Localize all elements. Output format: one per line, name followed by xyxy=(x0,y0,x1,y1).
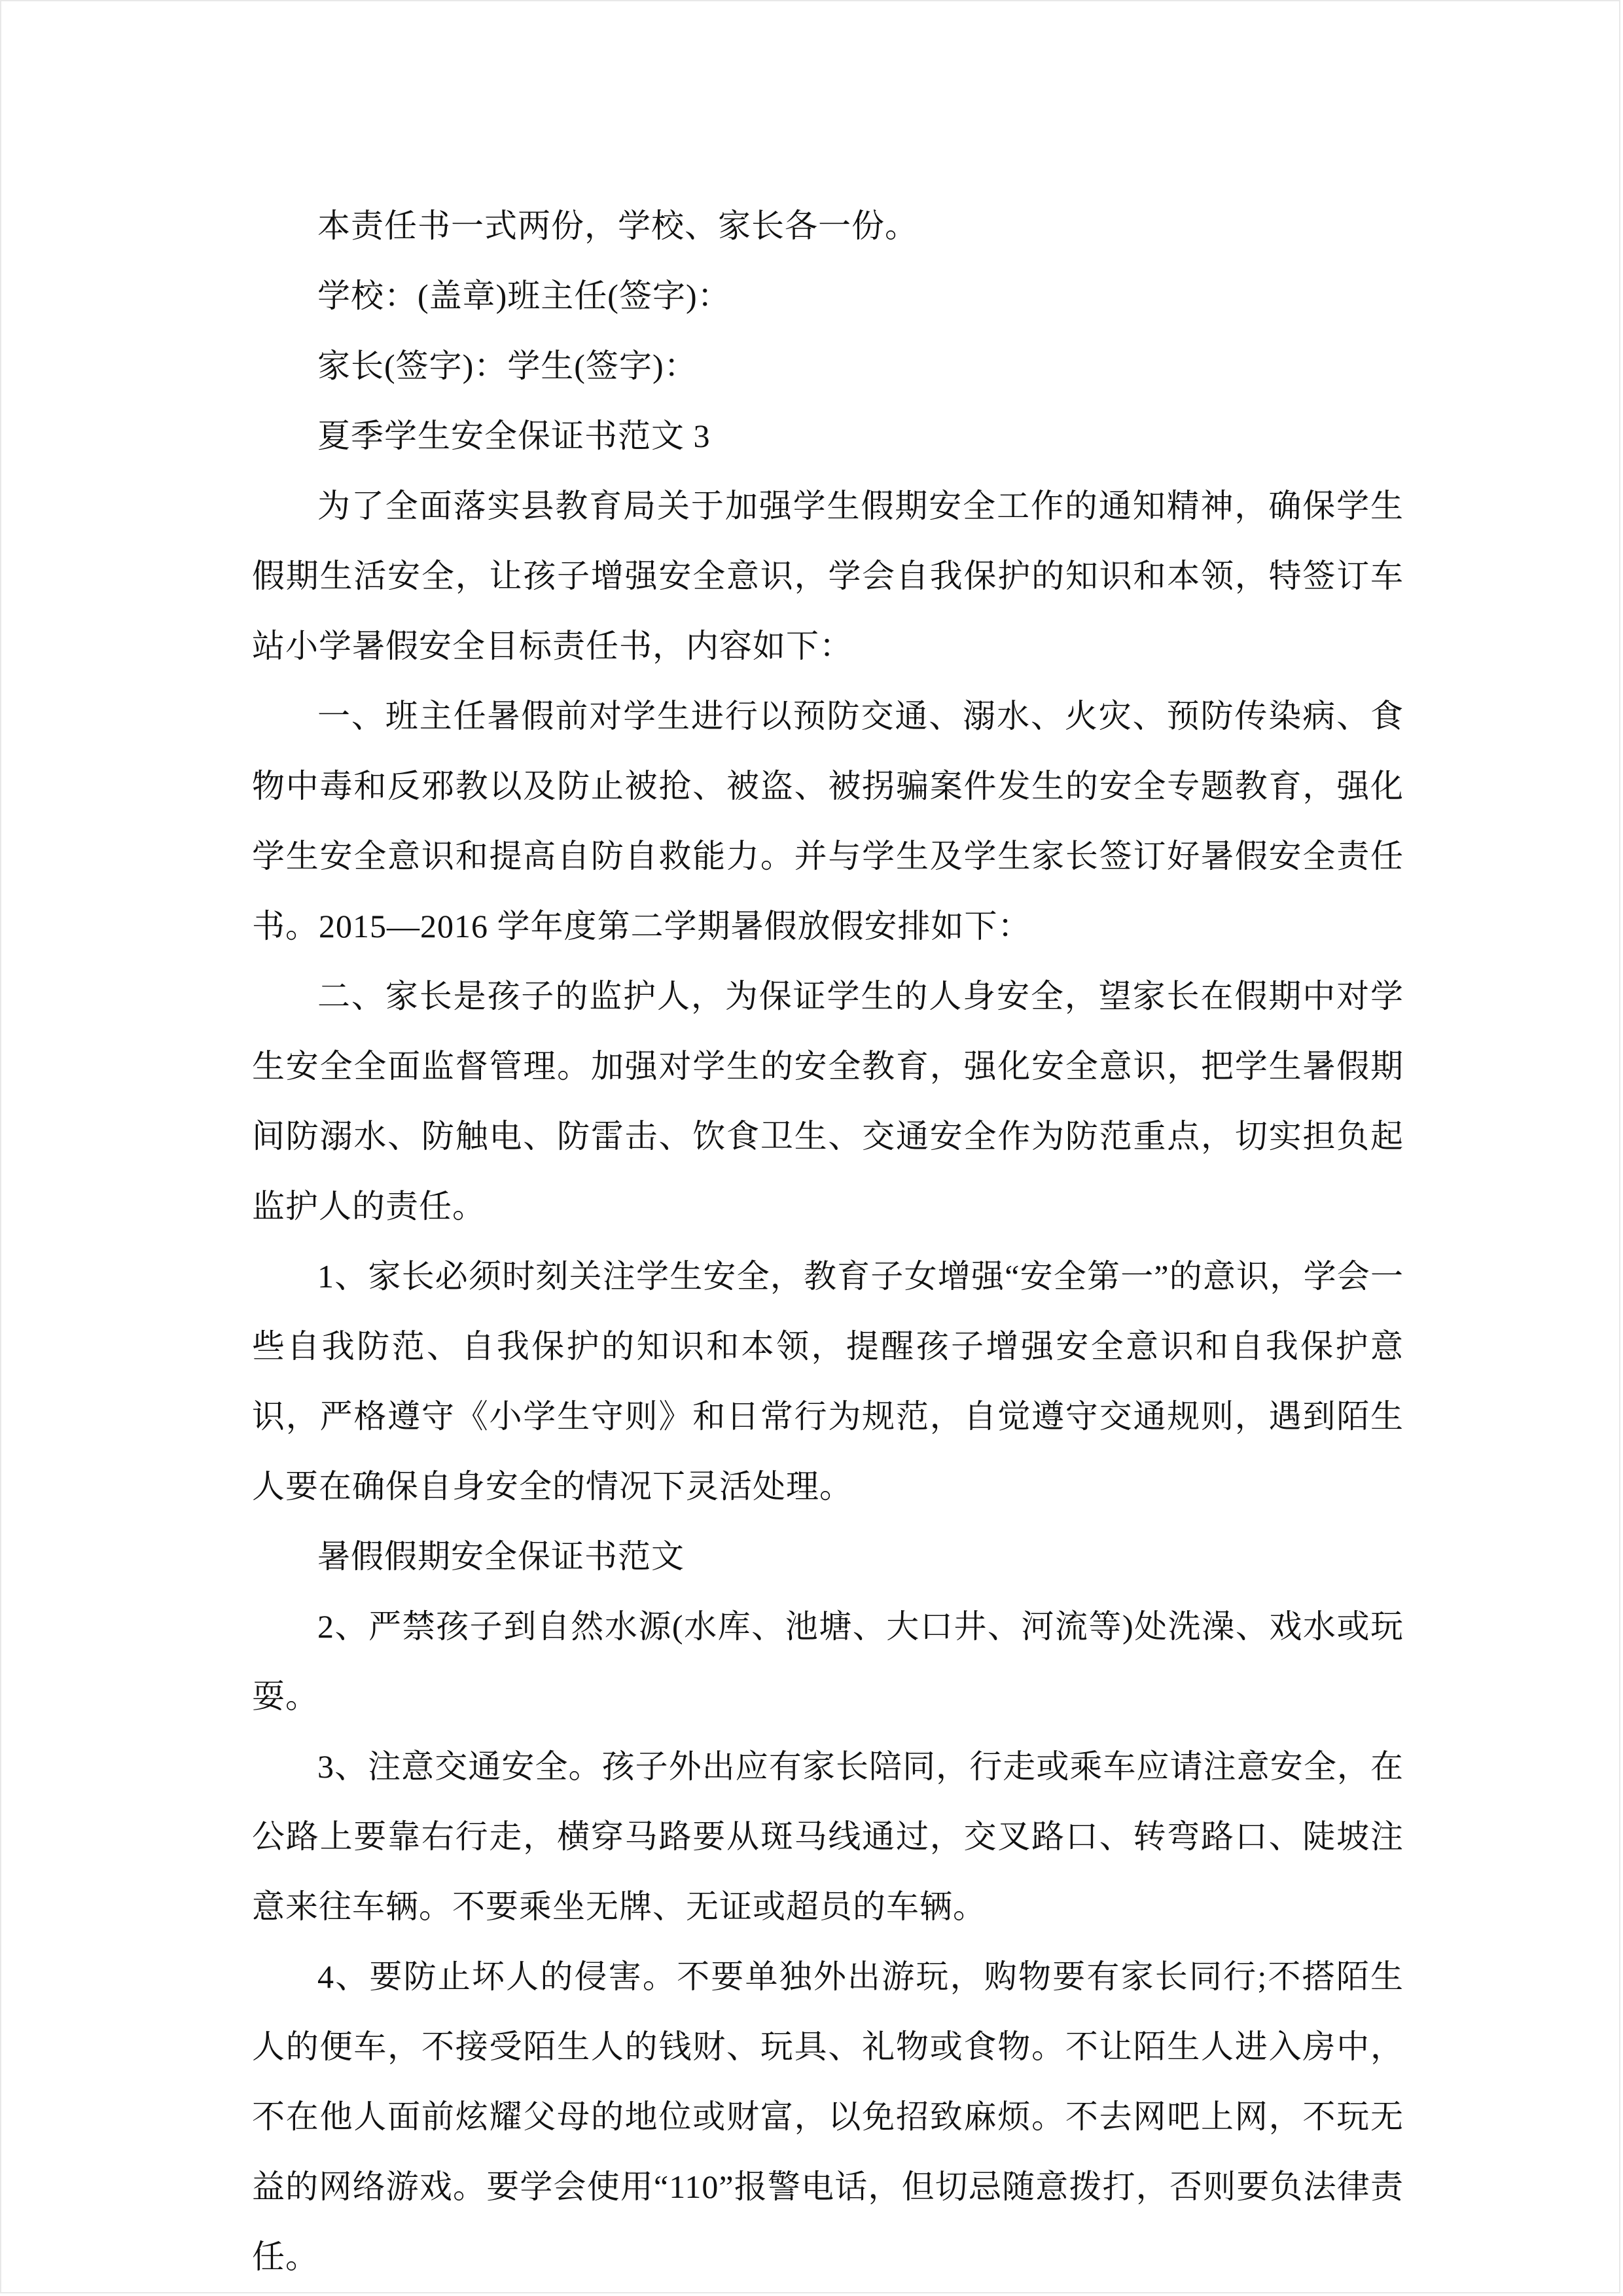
paragraph: 4、要防止坏人的侵害。不要单独外出游玩，购物要有家长同行;不搭陌生人的便车，不接受陌生人的钱财、玩具、礼物或食物。不让陌生人进入房中，不在他人面前炫耀父母的地位或财富，以免招致麻烦。不去网吧上网，不玩无益的网络游戏。要学会使用“110”报警电话，但切忌随意拨打，否则要负法律责任。 xyxy=(252,1958,1404,2275)
paragraph: 家长(签字)：学生(签字)： xyxy=(317,348,698,384)
paragraph: 2、严禁孩子到自然水源(水库、池塘、大口井、河流等)处洗澡、戏水或玩耍。 xyxy=(252,1608,1404,1715)
paragraph: 本责任书一式两份，学校、家长各一份。 xyxy=(317,207,918,244)
section-title: 暑假假期安全保证书范文 xyxy=(317,1538,685,1575)
section-title: 夏季学生安全保证书范文 3 xyxy=(317,418,711,454)
paragraph: 为了全面落实县教育局关于加强学生假期安全工作的通知精神，确保学生假期生活安全，让孩子增强安全意识，学会自我保护的知识和本领，特签订车站小学暑假安全目标责任书，内容如下： xyxy=(252,488,1404,664)
paragraph: 3、注意交通安全。孩子外出应有家长陪同，行走或乘车应请注意安全，在公路上要靠右行走，横穿马路要从斑马线通过，交叉路口、转弯路口、陡坡注意来往车辆。不要乘坐无牌、无证或超员的车辆。 xyxy=(252,1748,1404,1925)
paragraph: 一、班主任暑假前对学生进行以预防交通、溺水、火灾、预防传染病、食物中毒和反邪教以及防止被抢、被盗、被拐骗案件发生的安全专题教育，强化学生安全意识和提高自防自救能力。并与学生及学生家长签订好暑假安全责任书。2015—2016 学年度第二学期暑假放假安排如下： xyxy=(252,698,1404,944)
paragraph: 学校：(盖章)班主任(签字)： xyxy=(317,278,731,314)
paragraph: 1、家长必须时刻关注学生安全，教育子女增强“安全第一”的意识，学会一些自我防范、自我保护的知识和本领，提醒孩子增强安全意识和自我保护意识，严格遵守《小学生守则》和日常行为规范，自觉遵守交通规则，遇到陌生人要在确保自身安全的情况下灵活处理。 xyxy=(252,1258,1404,1505)
paragraph: 二、家长是孩子的监护人，为保证学生的人身安全，望家长在假期中对学生安全全面监督管理。加强对学生的安全教育，强化安全意识，把学生暑假期间防溺水、防触电、防雷击、饮食卫生、交通安全作为防范重点，切实担负起监护人的责任。 xyxy=(252,978,1404,1225)
document-body xyxy=(252,191,1404,2292)
